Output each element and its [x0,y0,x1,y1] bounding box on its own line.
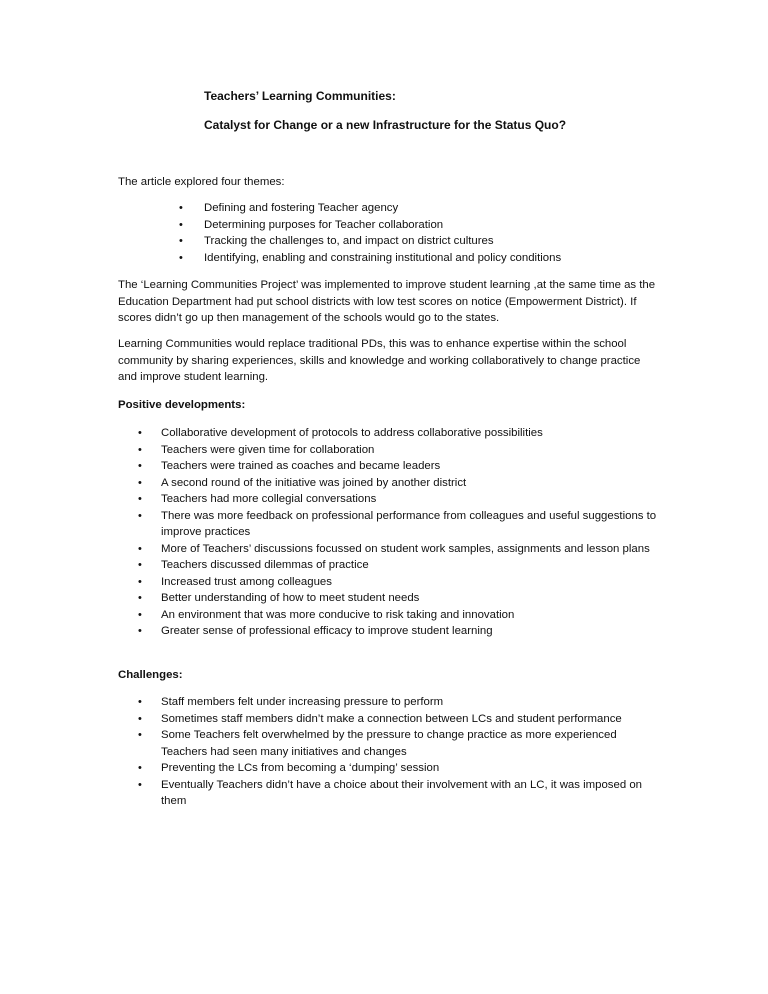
list-item: • Identifying, enabling and constraining institutional and policy conditions [204,250,664,267]
document-subtitle: Catalyst for Change or a new Infrastructure for the Status Quo? [204,118,567,132]
list-item: • Increased trust among colleagues [161,574,661,591]
list-item: • Teachers were trained as coaches and became leaders [161,458,661,475]
document-title: Teachers’ Learning Communities: [204,89,396,103]
list-item: • Teachers were given time for collaboration [161,442,661,459]
list-item: • Defining and fostering Teacher agency [204,200,664,217]
list-item: • Eventually Teachers didn’t have a choice about their involvement with an LC, it was imposed on them [161,777,661,810]
positive-heading: Positive developments: [118,399,246,411]
themes-list [204,200,664,266]
list-item: • Tracking the challenges to, and impact on district cultures [204,233,664,250]
list-item: • Collaborative development of protocols to address collaborative possibilities [161,425,661,442]
list-item: • More of Teachers’ discussions focussed on student work samples, assignments and lesson plans [161,541,661,558]
list-item: • Sometimes staff members didn’t make a connection between LCs and student performance [161,711,661,728]
paragraph-project: The ‘Learning Communities Project’ was implemented to improve student learning ,at the same time as the Education Department had put school districts with low test scores on notice (Empowerment District). If scores didn’t go up then management of the schools would go to the states. [118,279,656,324]
paragraph-learning-communities: Learning Communities would replace traditional PDs, this was to enhance expertise within the school community by sharing experiences, skills and knowledge and working collaboratively to change practice and improve student learning. [118,338,641,383]
challenges-list [161,694,661,810]
list-item: • There was more feedback on professional performance from colleagues and useful suggestions to improve practices [161,508,661,541]
list-item: • Better understanding of how to meet student needs [161,590,661,607]
list-item: • Preventing the LCs from becoming a ‘dumping’ session [161,760,661,777]
list-item: • An environment that was more conducive to risk taking and innovation [161,607,661,624]
list-item: • A second round of the initiative was joined by another district [161,475,661,492]
list-item: • Staff members felt under increasing pressure to perform [161,694,661,711]
intro-text: The article explored four themes: [118,176,285,188]
positive-list [161,425,661,640]
list-item: • Greater sense of professional efficacy to improve student learning [161,623,661,640]
list-item: • Teachers had more collegial conversations [161,491,661,508]
list-item: • Teachers discussed dilemmas of practice [161,557,661,574]
list-item: • Determining purposes for Teacher collaboration [204,217,664,234]
challenges-heading: Challenges: [118,669,183,681]
list-item: • Some Teachers felt overwhelmed by the pressure to change practice as more experienced Teachers had seen many initiatives and changes [161,727,661,760]
